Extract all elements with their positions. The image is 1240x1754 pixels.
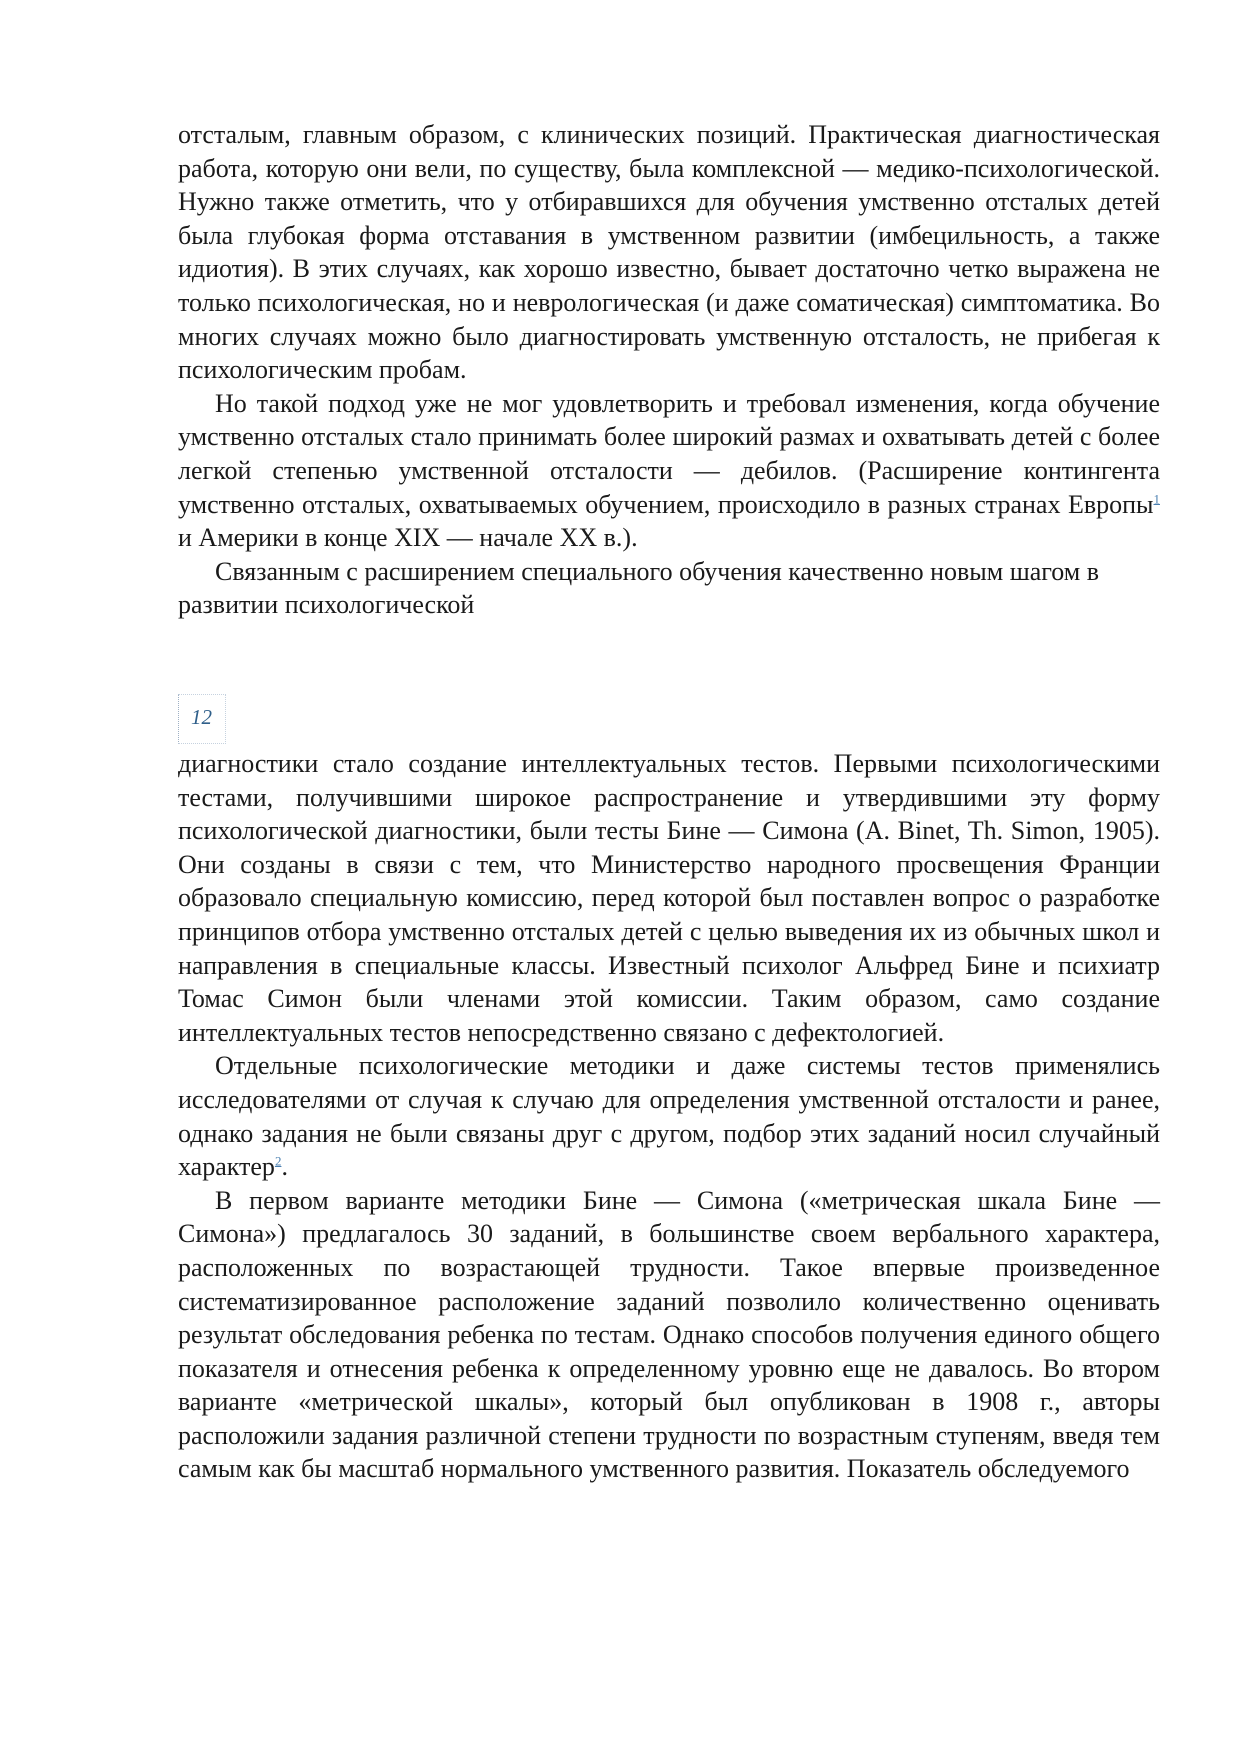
footnote-ref-link[interactable]: 1	[1153, 490, 1160, 506]
paragraph: отсталым, главным образом, с клинических позиций. Практическая диагностическая работа, которую они вели, по существу, была комплексной — медико-психологической. Нужно также отметить, что у отбиравшихся для обучения умственно отсталых детей была глубокая форма отставания в умственном развитии (имбецильность, а также идиотия). В этих случаях, как хорошо известно, бывает достаточно четко выражена не только психологическая, но и неврологическая (и даже соматическая) симптоматика. Во многих случаях можно было диагностировать умственную отсталость, не прибегая к психологическим пробам.	[178, 120, 1160, 385]
text-block-upper	[178, 118, 1160, 622]
paragraph: диагностики стало создание интеллектуальных тестов. Первыми психологическими тестами, получившими широкое распространение и утвердившими эту форму психологической диагностики, были тесты Бине — Симона (A. Binet, Th. Simon, 1905). Они созданы в связи с тем, что Министерство народного просвещения Франции образовало специальную комиссию, перед которой был поставлен вопрос о разработке принципов отбора умственно отсталых детей с целью выведения их из обычных школ и направления в специальные классы. Известный психолог Альфред Бине и психиатр Томас Симон были членами этой комиссии. Таким образом, само создание интеллектуальных тестов непосредственно связано с дефектологией.	[178, 749, 1160, 1047]
text-block-lower	[178, 747, 1160, 1486]
paragraph: Связанным с расширением специального обучения качественно новым шагом в развитии психологической	[178, 556, 1100, 620]
paragraph-text: Но такой подход уже не мог удовлетворить и требовал изменения, когда обучение умственно отсталых стало принимать более широкий размах и охватывать детей с более легкой степенью умственной отсталости — дебилов. (Расширение контингента умственно отсталых, охватываемых обучением, происходило в разных странах Европы	[178, 388, 1160, 519]
paragraph	[178, 1049, 1160, 1183]
page-number-box	[178, 694, 226, 744]
paragraph-text: и Америки в конце XIX — начале XX в.).	[178, 523, 638, 553]
paragraph-text: .	[281, 1152, 288, 1182]
footnote-ref-link[interactable]: 2	[274, 1153, 282, 1169]
paragraph	[178, 387, 1160, 555]
paragraph-text: Отдельные психологические методики и даже системы тестов применялись исследователями от случая к случаю для определения умственной отсталости и ранее, однако задания не были связаны друг с другом, подбор этих заданий носил случайный характер	[178, 1051, 1160, 1182]
paragraph: В первом варианте методики Бине — Симона («метрическая шкала Бине — Симона») предлагалось 30 заданий, в большинстве своем вербального характера, расположенных по возрастающей трудности. Такое впервые произведенное систематизированное расположение заданий позволило количественно оценивать результат обследования ребенка по тестам. Однако способов получения единого общего показателя и отнесения ребенка к определенному уровню еще не давалось. Во втором варианте «метрической шкалы», который был опубликован в 1908 г., авторы расположили задания различной степени трудности по возрастным ступеням, введя тем самым как бы масштаб нормального умственного развития. Показатель обследуемого	[178, 1185, 1160, 1484]
page-number: 12	[191, 705, 212, 729]
